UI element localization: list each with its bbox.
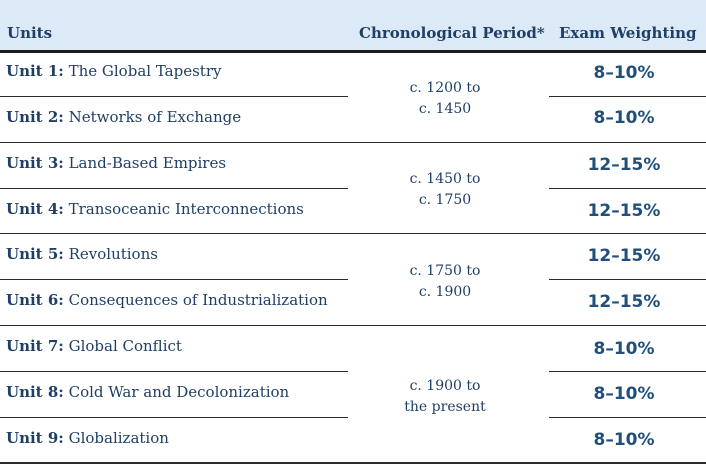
row-divider <box>0 417 348 418</box>
column-header-weight: Exam Weighting <box>559 24 697 42</box>
table-row <box>6 245 158 263</box>
weight-value: 8–10% <box>593 430 655 450</box>
row-divider <box>0 233 706 234</box>
unit-title: Land-Based Empires <box>68 154 227 172</box>
table-row <box>6 154 226 172</box>
row-divider <box>0 188 348 189</box>
table-row <box>6 337 182 355</box>
table-row <box>6 108 241 126</box>
row-divider <box>0 371 348 372</box>
table-row <box>6 291 328 309</box>
weight-value: 8–10% <box>593 384 655 404</box>
row-divider <box>549 371 706 372</box>
unit-number: Unit 6: <box>6 291 64 309</box>
unit-number: Unit 9: <box>6 429 64 447</box>
weight-value: 12–15% <box>587 155 661 175</box>
period-start: c. 1450 to <box>409 171 481 187</box>
header-divider <box>0 50 706 53</box>
row-divider <box>0 96 348 97</box>
period-cell <box>395 78 495 120</box>
period-end: the present <box>404 399 486 415</box>
unit-title: Networks of Exchange <box>68 108 242 126</box>
unit-title: Cold War and Decolonization <box>68 383 290 401</box>
weight-value: 12–15% <box>587 201 661 221</box>
table-header <box>0 0 706 50</box>
unit-title: Globalization <box>68 429 169 447</box>
row-divider <box>549 188 706 189</box>
period-cell <box>395 261 495 303</box>
weight-value: 12–15% <box>587 292 661 312</box>
column-header-period: Chronological Period* <box>359 24 545 42</box>
row-divider <box>0 325 706 326</box>
table-row <box>6 200 304 218</box>
weight-value: 8–10% <box>593 63 655 83</box>
period-end: c. 1750 <box>418 192 472 208</box>
unit-number: Unit 5: <box>6 245 64 263</box>
period-end: c. 1900 <box>418 284 472 300</box>
unit-number: Unit 3: <box>6 154 64 172</box>
row-divider <box>549 417 706 418</box>
row-divider <box>0 142 706 143</box>
unit-number: Unit 4: <box>6 200 64 218</box>
table-row <box>6 62 221 80</box>
unit-title: The Global Tapestry <box>68 62 222 80</box>
unit-number: Unit 8: <box>6 383 64 401</box>
unit-title: Consequences of Industrialization <box>68 291 328 309</box>
unit-title: Revolutions <box>68 245 158 263</box>
row-divider <box>0 279 348 280</box>
period-end: c. 1450 <box>418 101 472 117</box>
row-divider <box>549 279 706 280</box>
period-start: c. 1200 to <box>409 80 481 96</box>
period-cell <box>395 376 495 418</box>
row-divider <box>549 96 706 97</box>
unit-number: Unit 7: <box>6 337 64 355</box>
weight-value: 8–10% <box>593 339 655 359</box>
weight-value: 8–10% <box>593 108 655 128</box>
unit-title: Global Conflict <box>68 337 182 355</box>
unit-number: Unit 2: <box>6 108 64 126</box>
unit-number: Unit 1: <box>6 62 64 80</box>
table-row <box>6 429 169 447</box>
table-row <box>6 383 289 401</box>
period-cell <box>395 169 495 211</box>
weight-value: 12–15% <box>587 246 661 266</box>
period-start: c. 1750 to <box>409 263 481 279</box>
table-bottom-rule <box>0 462 706 464</box>
unit-title: Transoceanic Interconnections <box>68 200 304 218</box>
period-start: c. 1900 to <box>409 378 481 394</box>
column-header-units: Units <box>7 24 53 42</box>
